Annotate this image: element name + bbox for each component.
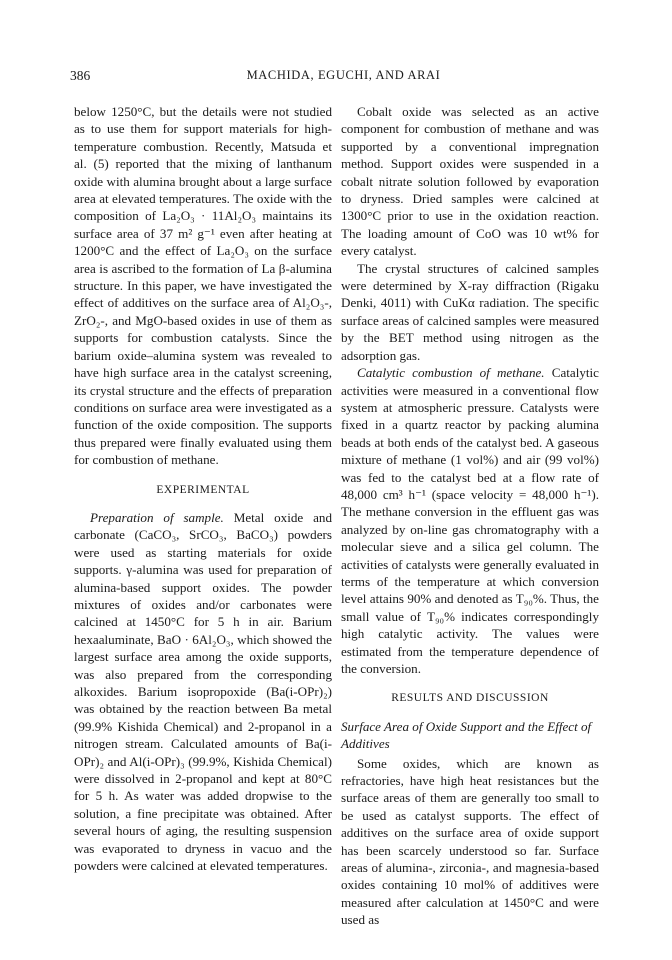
section-heading-results: RESULTS AND DISCUSSION — [391, 692, 549, 705]
run-in-heading-preparation: Preparation of sample. — [90, 509, 224, 525]
paragraph-preparation-text: Metal oxide and carbonate (CaCO₃, SrCO₃, BaCO₃) powders were used as starting materials for oxide supports. γ-alumina was used for preparation of alumina-based support oxides. The powder mixtures of oxides and/or carbonates were calcined at 1450°C for 5 h in air. Barium hexaaluminate, BaO · 6Al₂O₃, which showed the largest surface area among the oxide supports, was also prepared from the corresponding alkoxides. Barium isopropoxide (Ba(i-OPr)₂) was obtained by the reaction between Ba metal (99.9% Kishida Chemical) and 2-propanol in a nitrogen stream. Calculated amounts of Ba(i-OPr)₂ and Al(i-OPr)₃ (99.9%, Kishida Chemical) were dissolved in 2-propanol and kept at 80°C for 5 h. As water was added dropwise to the solution, a fine precipitate was obtained. After several hours of aging, the resulting suspension was evaporated to dryness in vacuo and the powders were calcined at elevated temperatures. — [74, 509, 332, 874]
paragraph-preparation — [74, 509, 332, 875]
paragraph-intro-continued: below 1250°C, but the details were not studied as to use them for support materials for high-temperature combustion. Recently, Matsuda et al. (5) reported that the mixing of lanthanum oxide with alumina brought about a large surface area at elevated temperatures. The oxide with the composition of La₂O₃ · 11Al₂O₃ maintains its surface area of 37 m² g⁻¹ even after heating at 1200°C and the effect of La₂O₃ on the surface area is ascribed to the formation of La β-alumina structure. In this paper, we have investigated the effect of additives on the surface area of Al₂O₃-, ZrO₂-, and MgO-based oxides in use of them as supports for combustion catalysts. Since the barium oxide–alumina system was revealed to have high surface area in the catalyst screening, its crystal structure and the effects of preparation conditions on surface area were investigated as a function of the oxide composition. The supports thus prepared were finally evaluated using them for combustion of methane. — [74, 104, 332, 468]
running-head: MACHIDA, EGUCHI, AND ARAI — [246, 68, 441, 82]
paragraph-cobalt-oxide: Cobalt oxide was selected as an active component for combustion of methane and was supported by a conventional impregnation method. Support oxides were suspended in a cobalt nitrate solution followed by evaporation to dryness. Dried samples were calcined at 1300°C prior to use in the oxidation reaction. The loading amount of CoO was 10 wt% for every catalyst. — [341, 104, 599, 259]
paragraph-catalytic-combustion — [341, 364, 599, 677]
page-number: 386 — [70, 68, 91, 83]
paragraph-crystal-structures: The crystal structures of calcined samples were determined by X-ray diffraction (Rigaku Denki, 4011) with CuKα radiation. The specific surface areas of calcined samples were measured by the BET method using nitrogen as the adsorption gas. — [341, 260, 599, 363]
subsection-heading-surface-area: Surface Area of Oxide Support and the Effect of Additives — [341, 718, 592, 752]
right-column — [341, 103, 599, 929]
run-in-heading-catalytic: Catalytic combustion of methane. — [357, 365, 545, 381]
paragraph-surface-area: Some oxides, which are known as refractories, have high heat resistances but the surface areas of them are generally too small to be used as catalyst supports. The effect of additives on the surface area of oxide support has been scarcely understood so far. Surface areas of alumina-, zirconia-, and magnesia-based oxides containing 10 mol% of additives were measured after calculation at 1450°C and were used as — [341, 755, 599, 928]
section-heading-experimental: EXPERIMENTAL — [156, 483, 250, 496]
page-header — [70, 68, 617, 84]
paragraph-catalytic-text: Catalytic activities were measured in a conventional flow system at atmospheric pressure. Catalysts were fixed in a quartz reactor by packing alumina beads at both ends of the catalyst bed. A gaseous mixture of methane (1 vol%) and air (99 vol%) was fed to the catalyst bed at a flow rate of 48,000 cm³ h⁻¹ (space velocity = 48,000 h⁻¹). The methane conversion in the effluent gas was analyzed by on-line gas chromatography with a molecular sieve and a silica gel column. The activities of catalysts were generally evaluated in terms of the temperature at which conversion level attains 90% and denoted as T₉₀%. Thus, the small value of T₉₀% indicates correspondingly high catalytic activity. The values were estimated from the temperature dependence of the conversion. — [341, 365, 599, 676]
left-column — [74, 103, 332, 874]
